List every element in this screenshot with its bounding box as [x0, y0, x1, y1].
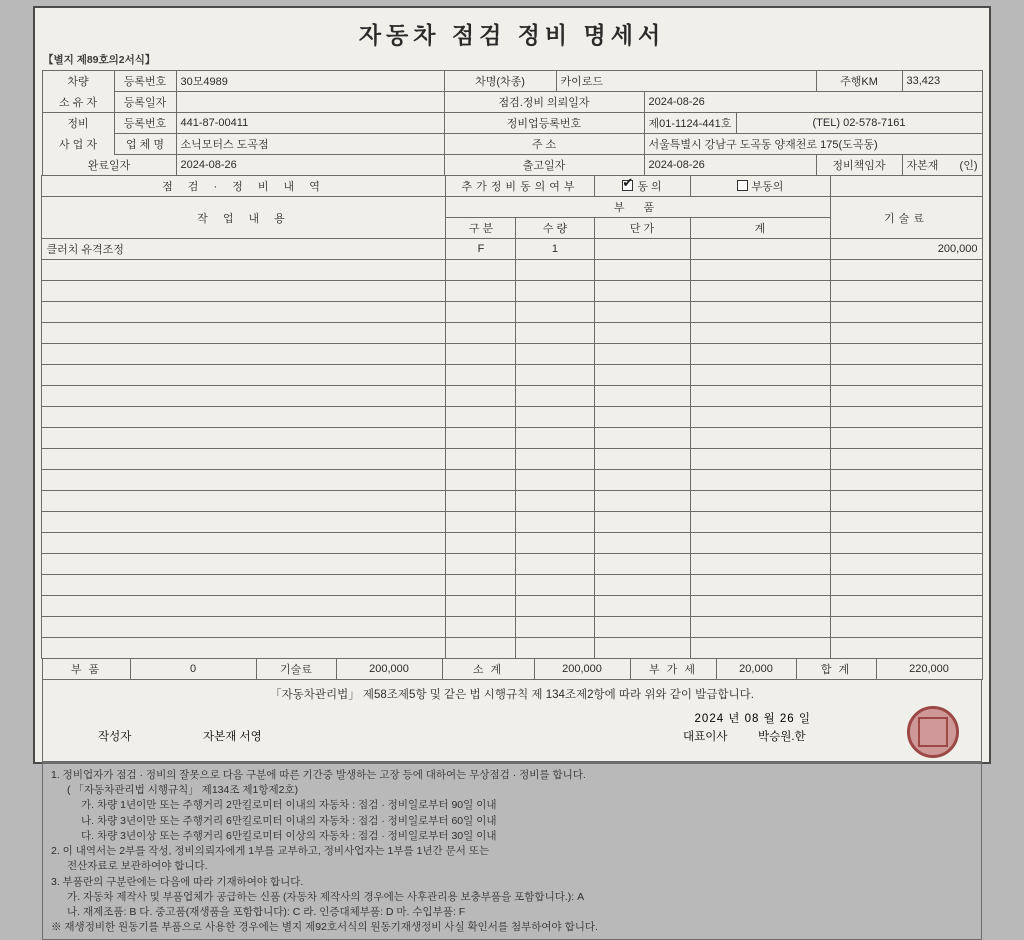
labor-cell [830, 323, 982, 344]
work-content-header: 작 업 내 용 [42, 197, 446, 239]
qty-cell [516, 596, 594, 617]
table-row [42, 344, 982, 365]
sum-cell [690, 428, 830, 449]
consent-agree-cell[interactable] [594, 176, 690, 197]
subtotal-value: 200,000 [534, 659, 630, 680]
writer-label: 작성자 [98, 731, 132, 743]
note-line: 나. 차량 3년이만 또는 주행거리 6만킬로미터 이내의 자동차 : 점검 · 정비일로부터 60일 이내 [81, 814, 497, 827]
note-line: 전산자료로 보관하여야 합니다. [67, 860, 208, 873]
div-cell [446, 596, 516, 617]
table-row [42, 281, 982, 302]
parts-col-qty: 수 량 [516, 218, 594, 239]
work-cell [42, 428, 446, 449]
note-line: 가. 자동차 제작사 및 부품업체가 공급하는 신품 (자동차 제작사의 경우에는 사후관리용 보충부품을 포함합니다.): A [67, 890, 585, 903]
table-row [42, 554, 982, 575]
labor-cell [830, 428, 982, 449]
note-line: ( 「자동차관리법 시행규칙」 제134조 제1항제2호) [67, 784, 299, 797]
parts-header: 부 품 [446, 197, 830, 218]
unit-price-cell [594, 512, 690, 533]
labor-cell [830, 596, 982, 617]
table-row [42, 617, 982, 638]
vehicle-label: 차량 [42, 71, 114, 92]
work-cell [42, 260, 446, 281]
table-row [42, 134, 982, 155]
labor-cell [830, 470, 982, 491]
agree-label: 동 의 [637, 181, 662, 193]
table-row [42, 491, 982, 512]
header-table [42, 70, 983, 176]
labor-cell [830, 554, 982, 575]
done-date-value: 2024-08-26 [176, 155, 444, 176]
work-cell [42, 365, 446, 386]
model-label: 차명(차종) [444, 71, 556, 92]
unit-price-cell [594, 281, 690, 302]
total-parts-value: 0 [130, 659, 256, 680]
representative-label: 대표이사 [683, 731, 728, 743]
sum-cell [690, 533, 830, 554]
work-cell: 클러치 유격조정 [42, 239, 446, 260]
biz-no-label: 등록번호 [114, 113, 176, 134]
table-row [42, 470, 982, 491]
qty-cell [516, 386, 594, 407]
note-line: ※ 재생정비한 원동기를 부품으로 사용한 경우에는 별지 제92호서식의 원동기재생정비 사실 확인서를 첨부하여야 합니다. [51, 921, 598, 934]
div-cell [446, 512, 516, 533]
work-cell [42, 491, 446, 512]
div-cell [446, 617, 516, 638]
table-row [42, 176, 982, 197]
sum-cell [690, 470, 830, 491]
disagree-label: 부동의 [751, 181, 784, 193]
shop-name-value: 소닉모터스 도곡점 [176, 134, 444, 155]
unit-price-cell [594, 365, 690, 386]
qty-cell [516, 554, 594, 575]
grand-total-value: 220,000 [876, 659, 982, 680]
sum-cell [690, 302, 830, 323]
table-row [42, 260, 982, 281]
qty-cell [516, 512, 594, 533]
div-cell [446, 323, 516, 344]
out-date-label: 출고일자 [444, 155, 644, 176]
qty-cell [516, 491, 594, 512]
div-cell [446, 554, 516, 575]
table-row [42, 302, 982, 323]
div-cell [446, 470, 516, 491]
labor-cell: 200,000 [830, 239, 982, 260]
sum-cell [690, 554, 830, 575]
unit-price-cell [594, 407, 690, 428]
document-sheet [33, 6, 991, 934]
form-number: 【별지 제89호의2서식】 [43, 54, 156, 66]
qty-cell [516, 638, 594, 659]
note-line: 1. 정비업자가 점검 · 정비의 잘못으로 다음 구분에 따른 기간중 발생하는 고장 등에 대하여는 무상점검 · 정비를 합니다. [51, 769, 586, 781]
km-label: 주행KM [816, 71, 902, 92]
note-line: 다. 차량 3년이상 또는 주행거리 6만킬로미터 이상의 자동차 : 점검 · 정비일로부터 30일 이내 [81, 829, 497, 842]
sum-cell [690, 260, 830, 281]
representative-value: 박승원.한 [758, 731, 806, 743]
div-cell [446, 386, 516, 407]
div-cell [446, 428, 516, 449]
checkbox-agree-icon[interactable] [622, 180, 633, 191]
owner-label: 소 유 자 [42, 92, 114, 113]
reg-date-label: 등록일자 [114, 92, 176, 113]
extra-consent-label: 추가정비동의여부 [446, 176, 594, 197]
div-cell [446, 260, 516, 281]
biz-no-value: 441-87-00411 [176, 113, 444, 134]
request-date-label: 점검.정비 의뢰일자 [444, 92, 644, 113]
sum-cell [690, 449, 830, 470]
labor-header: 기술료 [830, 197, 982, 239]
qty-cell [516, 533, 594, 554]
sum-cell [690, 491, 830, 512]
qty-cell [516, 470, 594, 491]
work-cell [42, 533, 446, 554]
div-cell [446, 575, 516, 596]
unit-price-cell [594, 554, 690, 575]
work-cell [42, 302, 446, 323]
sum-cell [690, 638, 830, 659]
model-value: 카이로드 [556, 71, 816, 92]
qty-cell: 1 [516, 239, 594, 260]
shop-tel: (TEL) 02-578-7161 [736, 113, 982, 134]
shop-name-label: 업 체 명 [114, 134, 176, 155]
work-cell [42, 344, 446, 365]
empty-consent-cell [830, 176, 982, 197]
div-cell [446, 302, 516, 323]
vat-label: 부 가 세 [630, 659, 716, 680]
work-cell [42, 386, 446, 407]
maint-reg-label: 정비업등록번호 [444, 113, 644, 134]
sum-cell [690, 512, 830, 533]
note-line: 3. 부품란의 구분란에는 다음에 따라 기재하여야 합니다. [51, 875, 304, 888]
reg-no-value: 30모4989 [176, 71, 444, 92]
unit-price-cell [594, 596, 690, 617]
inspect-section-title: 점 검 · 정 비 내 역 [42, 176, 446, 197]
request-date-value: 2024-08-26 [644, 92, 982, 113]
div-cell [446, 281, 516, 302]
div-cell [446, 344, 516, 365]
labor-cell [830, 533, 982, 554]
labor-cell [830, 281, 982, 302]
div-cell [446, 638, 516, 659]
totals-table [42, 658, 983, 680]
labor-cell [830, 365, 982, 386]
div-cell [446, 533, 516, 554]
qty-cell [516, 407, 594, 428]
total-labor-value: 200,000 [336, 659, 442, 680]
sum-cell [690, 596, 830, 617]
table-row [42, 428, 982, 449]
work-cell [42, 596, 446, 617]
legal-block [42, 680, 982, 762]
table-row [42, 386, 982, 407]
issue-date: 2024 년 08 월 26 일 [694, 713, 811, 725]
shop-sub-label: 사 업 자 [42, 134, 114, 155]
sum-cell [690, 323, 830, 344]
work-cell [42, 449, 446, 470]
qty-cell [516, 428, 594, 449]
writer-value: 자본재 서영 [203, 731, 262, 743]
vat-value: 20,000 [716, 659, 796, 680]
labor-cell [830, 386, 982, 407]
table-row [42, 533, 982, 554]
sum-cell [690, 575, 830, 596]
table-row [42, 659, 982, 680]
total-parts-label: 부 품 [42, 659, 130, 680]
labor-cell [830, 512, 982, 533]
done-date-label: 완료일자 [42, 155, 176, 176]
labor-cell [830, 260, 982, 281]
qty-cell [516, 449, 594, 470]
out-date-value: 2024-08-26 [644, 155, 816, 176]
manager-name: 자본재 [906, 160, 939, 172]
note-line: 가. 차량 1년이만 또는 주행거리 2만킬로미터 이내의 자동차 : 점검 · 정비일로부터 90일 이내 [81, 799, 497, 812]
unit-price-cell [594, 344, 690, 365]
parts-col-unit: 단 가 [594, 218, 690, 239]
work-cell [42, 617, 446, 638]
work-cell [42, 281, 446, 302]
km-value: 33,423 [902, 71, 982, 92]
work-cell [42, 638, 446, 659]
unit-price-cell [594, 617, 690, 638]
legal-statement: 「자동차관리법」 제58조제5항 및 같은 법 시행규칙 제 134조제2항에 따라 위와 같이 발급합니다. [270, 689, 754, 701]
table-row [42, 155, 982, 176]
work-cell [42, 554, 446, 575]
table-row [42, 197, 982, 218]
labor-cell [830, 575, 982, 596]
sum-cell [690, 407, 830, 428]
table-row [42, 512, 982, 533]
table-row [42, 71, 982, 92]
subtotal-label: 소 계 [442, 659, 534, 680]
sum-cell [690, 239, 830, 260]
qty-cell [516, 575, 594, 596]
table-row [42, 596, 982, 617]
notes-block [42, 762, 982, 940]
unit-price-cell [594, 323, 690, 344]
table-row [42, 449, 982, 470]
unit-price-cell [594, 449, 690, 470]
div-cell [446, 365, 516, 386]
unit-price-cell [594, 491, 690, 512]
address-value: 서울특별시 강남구 도곡동 양재천로 175(도곡동) [644, 134, 982, 155]
work-cell [42, 575, 446, 596]
qty-cell [516, 365, 594, 386]
unit-price-cell [594, 533, 690, 554]
unit-price-cell [594, 470, 690, 491]
checkbox-disagree-icon[interactable] [737, 180, 748, 191]
qty-cell [516, 302, 594, 323]
table-row [42, 365, 982, 386]
table-row [42, 113, 982, 134]
unit-price-cell [594, 260, 690, 281]
work-cell [42, 323, 446, 344]
unit-price-cell [594, 386, 690, 407]
work-cell [42, 407, 446, 428]
sum-cell [690, 617, 830, 638]
note-line: 2. 이 내역서는 2부를 작성, 정비의뢰자에게 1부를 교부하고, 정비사업자는 1부를 1년간 문서 또는 [51, 845, 490, 858]
unit-price-cell [594, 638, 690, 659]
grand-total-label: 합 계 [796, 659, 876, 680]
table-row [42, 575, 982, 596]
labor-cell [830, 617, 982, 638]
note-line: 나. 재제조품: B 다. 중고품(재생품을 포함합니다): C 라. 인증대체부품: D 마. 수입부품: F [67, 905, 466, 918]
consent-disagree-cell[interactable] [690, 176, 830, 197]
div-cell [446, 491, 516, 512]
unit-price-cell [594, 239, 690, 260]
page-title: 자동차 점검 정비 명세서 [358, 22, 666, 48]
total-labor-label: 기술료 [256, 659, 336, 680]
qty-cell [516, 344, 594, 365]
sum-cell [690, 365, 830, 386]
details-table [41, 175, 982, 659]
work-cell [42, 470, 446, 491]
div-cell [446, 449, 516, 470]
unit-price-cell [594, 428, 690, 449]
sum-cell [690, 281, 830, 302]
sum-cell [690, 344, 830, 365]
labor-cell [830, 407, 982, 428]
manager-value [902, 155, 982, 176]
unit-price-cell [594, 302, 690, 323]
unit-price-cell [594, 575, 690, 596]
div-cell [446, 407, 516, 428]
qty-cell [516, 323, 594, 344]
maint-reg-value: 제01-1124-441호 [644, 113, 736, 134]
qty-cell [516, 260, 594, 281]
line-items-body [42, 239, 982, 659]
shop-label: 정비 [42, 113, 114, 134]
reg-no-label: 등록번호 [114, 71, 176, 92]
sum-cell [690, 386, 830, 407]
parts-col-sum: 계 [690, 218, 830, 239]
qty-cell [516, 617, 594, 638]
company-seal-icon [907, 706, 959, 758]
div-cell: F [446, 239, 516, 260]
table-row [42, 92, 982, 113]
manager-label: 정비책임자 [816, 155, 902, 176]
labor-cell [830, 491, 982, 512]
labor-cell [830, 638, 982, 659]
address-label: 주 소 [444, 134, 644, 155]
labor-cell [830, 344, 982, 365]
table-row [42, 407, 982, 428]
manager-seal: (인) [959, 160, 978, 172]
table-row [42, 239, 982, 260]
labor-cell [830, 302, 982, 323]
table-row [42, 638, 982, 659]
parts-col-div: 구 분 [446, 218, 516, 239]
work-cell [42, 512, 446, 533]
reg-date-value [176, 92, 444, 113]
table-row [42, 323, 982, 344]
labor-cell [830, 449, 982, 470]
qty-cell [516, 281, 594, 302]
